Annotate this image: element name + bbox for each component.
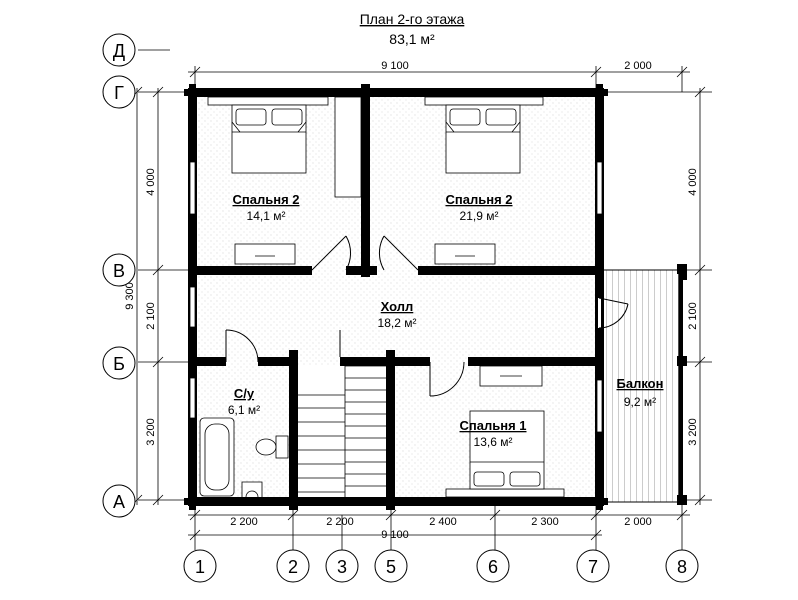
window-bedroom1 — [597, 380, 602, 432]
window-left-bedroom — [190, 162, 195, 214]
dim-bottom-5-6: 2 400 — [429, 516, 457, 528]
dim-bottom-2-5: 2 200 — [326, 516, 354, 528]
wall-bottom — [188, 497, 604, 506]
sink — [242, 482, 262, 497]
dresser-left — [235, 244, 295, 264]
room-bedroom-left-area: 14,1 м² — [246, 209, 286, 223]
staircase — [298, 366, 386, 497]
closet-block — [335, 97, 361, 197]
dim-top-balcony: 2 000 — [624, 60, 652, 72]
room-bathroom-name: С/у — [233, 386, 255, 401]
room-hall-name: Холл — [380, 299, 414, 314]
axis-label-D: Д — [112, 41, 126, 61]
room-balcony-area: 9,2 м² — [623, 395, 657, 409]
room-bedroom-right-name: Спальня 2 — [445, 192, 513, 207]
dim-right-bottom: 3 200 — [687, 418, 699, 446]
wall-right — [595, 88, 604, 506]
window-hall — [190, 287, 195, 327]
col-axis-markers — [184, 550, 698, 582]
axis-label-V: В — [112, 261, 126, 281]
dim-left-top: 4 000 — [145, 168, 157, 196]
axis-label-2: 2 — [287, 557, 299, 577]
axis-label-7: 7 — [587, 557, 599, 577]
plan-title — [360, 11, 465, 47]
title-line2: 83,1 м² — [389, 31, 435, 47]
axis-label-5: 5 — [385, 557, 397, 577]
dim-left-bottom: 3 200 — [145, 418, 157, 446]
dresser-bedroom1 — [480, 366, 542, 386]
room-balcony-name: Балкон — [616, 376, 664, 391]
dresser-right — [435, 244, 495, 264]
dim-bottom-7-8: 2 000 — [624, 516, 652, 528]
axis-label-B: Б — [113, 354, 125, 374]
room-bedroom1-area: 13,6 м² — [473, 435, 513, 449]
dim-top-main: 9 100 — [381, 60, 409, 72]
room-bedroom1-name: Спальня 1 — [459, 418, 527, 433]
axis-label-3: 3 — [336, 557, 348, 577]
bathtub — [200, 418, 234, 496]
window-right-bedroom — [597, 162, 602, 214]
dim-bottom-6-7: 2 300 — [531, 516, 559, 528]
dim-right-top: 4 000 — [687, 168, 699, 196]
axis-label-1: 1 — [194, 557, 206, 577]
row-axis-labels — [113, 41, 125, 512]
axis-label-6: 6 — [487, 557, 499, 577]
room-bedroom-right-area: 21,9 м² — [459, 209, 499, 223]
dim-right-mid: 2 100 — [687, 302, 699, 330]
title-line1: План 2-го этажа — [359, 11, 465, 27]
room-hall-area: 18,2 м² — [377, 316, 417, 330]
window-bathroom — [190, 378, 195, 418]
dim-bottom-1-2: 2 200 — [230, 516, 258, 528]
axis-label-A: А — [112, 492, 126, 512]
axis-label-8: 8 — [676, 557, 688, 577]
room-bathroom-area: 6,1 м² — [227, 403, 261, 417]
wall-top — [188, 88, 604, 97]
dim-left-total: 9 300 — [124, 282, 136, 310]
room-bedroom-left-name: Спальня 2 — [232, 192, 300, 207]
col-axis-labels — [195, 557, 687, 577]
dim-left-mid: 2 100 — [145, 302, 157, 330]
dim-bottom-total: 9 100 — [381, 529, 409, 541]
axis-label-G: Г — [114, 83, 124, 103]
